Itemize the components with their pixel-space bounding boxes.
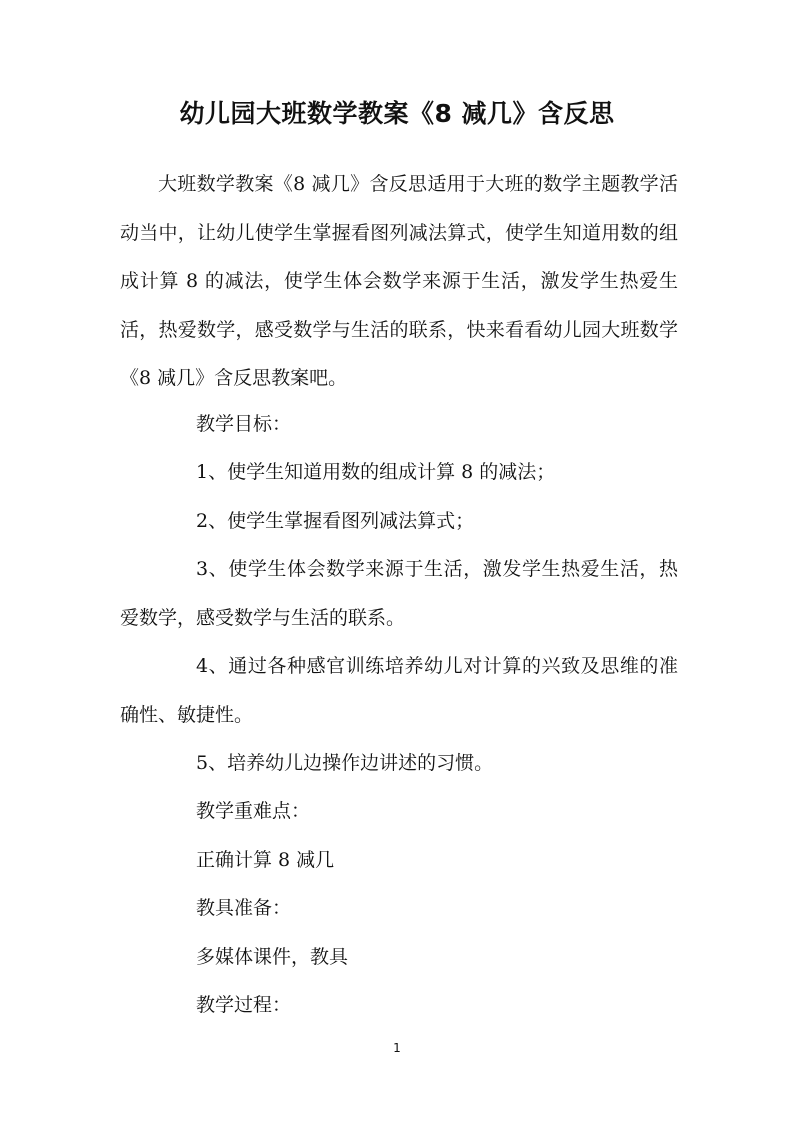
materials-heading: 教具准备： <box>196 897 292 919</box>
page-number: 1 <box>393 1041 401 1055</box>
key-points-heading: 教学重难点： <box>196 800 311 822</box>
materials-text: 多媒体课件，教具 <box>196 946 349 968</box>
goals-heading: 教学目标： <box>196 413 292 435</box>
key-points-text: 正确计算 8 减几 <box>196 849 335 871</box>
goal-item-3: 3、使学生体会数学来源于生活，激发学生热爱生活，热爱数学，感受数学与生活的联系。 <box>120 558 678 629</box>
document-title: 幼儿园大班数学教案《8 减几》含反思 <box>179 99 615 128</box>
process-heading: 教学过程： <box>196 994 292 1016</box>
intro-paragraph: 大班数学教案《8 减几》含反思适用于大班的数学主题教学活动当中，让幼儿使学生掌握看图列减法算式，使学生知道用数的组成计算 8 的减法，使学生体会数学来源于生活，激发学生热爱生活，热爱数学，感受数学与生活的联系，快来看看幼儿园大班数学《8 减几》含反思教案吧。 <box>120 173 678 389</box>
goal-item-1: 1、使学生知道用数的组成计算 8 的减法； <box>196 461 556 483</box>
goal-item-2: 2、使学生掌握看图列减法算式； <box>196 510 475 532</box>
goal-item-4: 4、通过各种感官训练培养幼儿对计算的兴致及思维的准确性、敏捷性。 <box>120 655 678 726</box>
goal-item-5: 5、培养幼儿边操作边讲述的习惯。 <box>196 752 494 774</box>
